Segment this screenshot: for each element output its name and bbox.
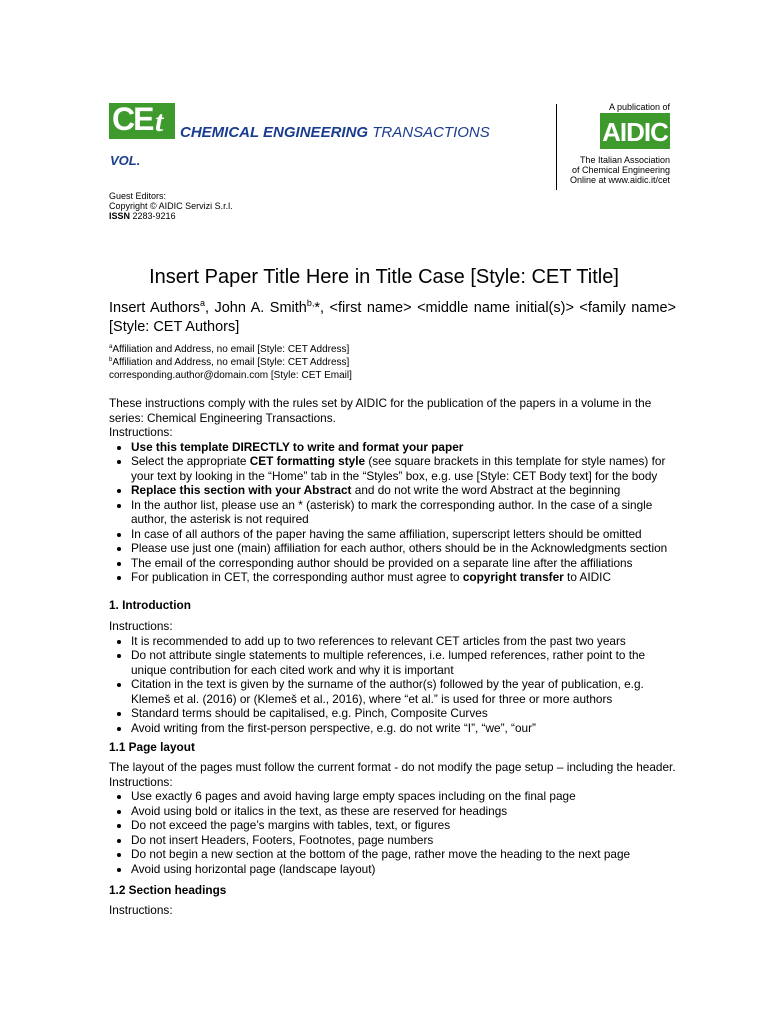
list-item: • Avoid using horizontal page (landscape layout): [131, 862, 681, 877]
abstract-block: [109, 396, 681, 585]
header-divider: [556, 104, 557, 190]
author-1: Insert Authors: [109, 300, 200, 316]
list-item: • Use exactly 6 pages and avoid having large empty spaces including on the final page: [131, 789, 681, 804]
author-1-sup: a: [199, 298, 205, 308]
paper-title: Insert Paper Title Here in Title Case [Style: CET Title]: [149, 266, 619, 288]
section-1-instructions-label: Instructions:: [109, 619, 173, 633]
corresponding-email: [109, 370, 352, 382]
affiliation-b-text: Affiliation and Address, no email [Style: CET Address]: [112, 357, 350, 368]
section-1-body: [109, 619, 681, 735]
list-item-bold: Replace this section with your Abstract: [131, 483, 352, 497]
copyright: Copyright © AIDIC Servizi S.r.l.: [109, 201, 233, 211]
list-item: • Do not attribute single statements to multiple references, i.e. lumped references, rather point to the unique contribution for each cited work and why it is important: [131, 648, 681, 677]
list-item-text: Select the appropriate: [131, 454, 250, 468]
affiliation-b: [109, 357, 349, 369]
cet-logo-t: t: [155, 105, 164, 138]
association-info: [560, 155, 670, 185]
aidic-logo-text: AIDIC: [602, 117, 668, 147]
section-1-2-instructions-label: Instructions:: [109, 903, 173, 917]
list-item: • Standard terms should be capitalised, e.g. Pinch, Composite Curves: [131, 706, 681, 721]
assoc-line-2: of Chemical Engineering: [571, 165, 670, 175]
list-item: • Avoid using bold or italics in the text, as these are reserved for headings: [131, 804, 681, 819]
list-item-text: (see square brackets in this template for style names) for your text by looking in the “Home” tab in the “Styles” box, e.g. use [Style: CET Body text] for the body: [131, 454, 666, 483]
affiliation-a: [109, 344, 349, 356]
list-item: • Avoid writing from the first-person perspective, e.g. do not write “I”, “we”, “our”: [131, 721, 681, 736]
abstract-instruction-list: [109, 440, 681, 585]
list-item: • Citation in the text is given by the surname of the author(s) followed by the year of publication, e.g. Klemeš et al. (2016) or (Klemeš et al., 2016), where “et al.” is used for three or more authors: [131, 677, 681, 706]
affiliation-b-sup: b: [109, 357, 113, 363]
section-1-1-intro: The layout of the pages must follow the current format - do not modify the page setup – including the header.: [109, 760, 676, 774]
list-item-text: to AIDIC: [563, 570, 611, 584]
list-item: [131, 483, 681, 498]
journal-title-rest: TRANSACTIONS: [372, 124, 490, 141]
section-1-heading: 1. Introduction: [109, 598, 191, 612]
list-item: • In case of all authors of the paper having the same affiliation, superscript letters should be omitted: [131, 527, 681, 542]
list-item-bold: CET formatting style: [249, 454, 366, 468]
issn-label: ISSN: [109, 211, 131, 221]
authors-rest: *, <first name> <middle name initial(s)> <family name> [Style: CET Authors]: [109, 300, 676, 335]
section-1-1-instructions-label: Instructions:: [109, 774, 173, 789]
section-1-2-body: [109, 903, 681, 918]
author-2-sup: b,: [306, 298, 315, 308]
list-item-text: Use this template DIRECTLY to write and format your paper: [131, 439, 464, 454]
section-1-2-heading: 1.2 Section headings: [109, 883, 227, 897]
section-1-1-heading: 1.1 Page layout: [109, 740, 195, 754]
volume-label: VOL.: [110, 153, 141, 168]
abstract-instructions-label: Instructions:: [109, 425, 173, 439]
author-2: , John A. Smith: [204, 300, 307, 316]
list-item: • It is recommended to add up to two references to relevant CET articles from the past two years: [131, 634, 681, 649]
assoc-line-1: The Italian Association: [579, 155, 670, 165]
list-item: [131, 440, 681, 455]
list-item: [131, 454, 681, 483]
section-1-1-body: [109, 760, 681, 876]
assoc-line-3: Online at www.aidic.it/cet: [569, 175, 670, 185]
affiliation-a-sup: a: [109, 344, 113, 350]
list-item: • In the author list, please use an * (asterisk) to mark the corresponding author. In the case of a single author, the asterisk is not required: [131, 498, 681, 527]
corresponding-email-text: corresponding.author@domain.com [Style: CET Email]: [109, 370, 352, 381]
publication-of-label: A publication of: [608, 102, 670, 112]
list-item-text: and do not write the word Abstract at the beginning: [351, 483, 621, 497]
cet-logo-text: CE: [112, 103, 153, 137]
list-item: • Do not exceed the page’s margins with tables, text, or figures: [131, 818, 681, 833]
list-item: • Do not insert Headers, Footers, Footnotes, page numbers: [131, 833, 681, 848]
aidic-logo: [600, 113, 670, 149]
abstract-intro: These instructions comply with the rules set by AIDIC for the publication of the papers in a volume in the series: Chemical Engineering Transactions.: [109, 396, 652, 425]
authors: [109, 299, 676, 337]
issn: [109, 211, 176, 221]
issn-value: 2283-9216: [132, 211, 176, 221]
journal-title: [180, 124, 490, 141]
list-item: [131, 570, 681, 585]
list-item: • Please use just one (main) affiliation for each author, others should be in the Acknowledgments section: [131, 541, 681, 556]
journal-title-bold: CHEMICAL ENGINEERING: [180, 124, 369, 141]
guest-editors: Guest Editors:: [109, 191, 167, 201]
section-1-list: [109, 634, 681, 736]
list-item-text: For publication in CET, the corresponding author must agree to: [131, 570, 463, 584]
cet-logo: [109, 103, 175, 139]
affiliation-a-text: Affiliation and Address, no email [Style: CET Address]: [112, 344, 350, 355]
list-item: • Do not begin a new section at the bottom of the page, rather move the heading to the next page: [131, 847, 681, 862]
list-item-bold: copyright transfer: [462, 570, 564, 584]
list-item: • The email of the corresponding author should be provided on a separate line after the affiliations: [131, 556, 681, 571]
section-1-1-list: [109, 789, 681, 876]
